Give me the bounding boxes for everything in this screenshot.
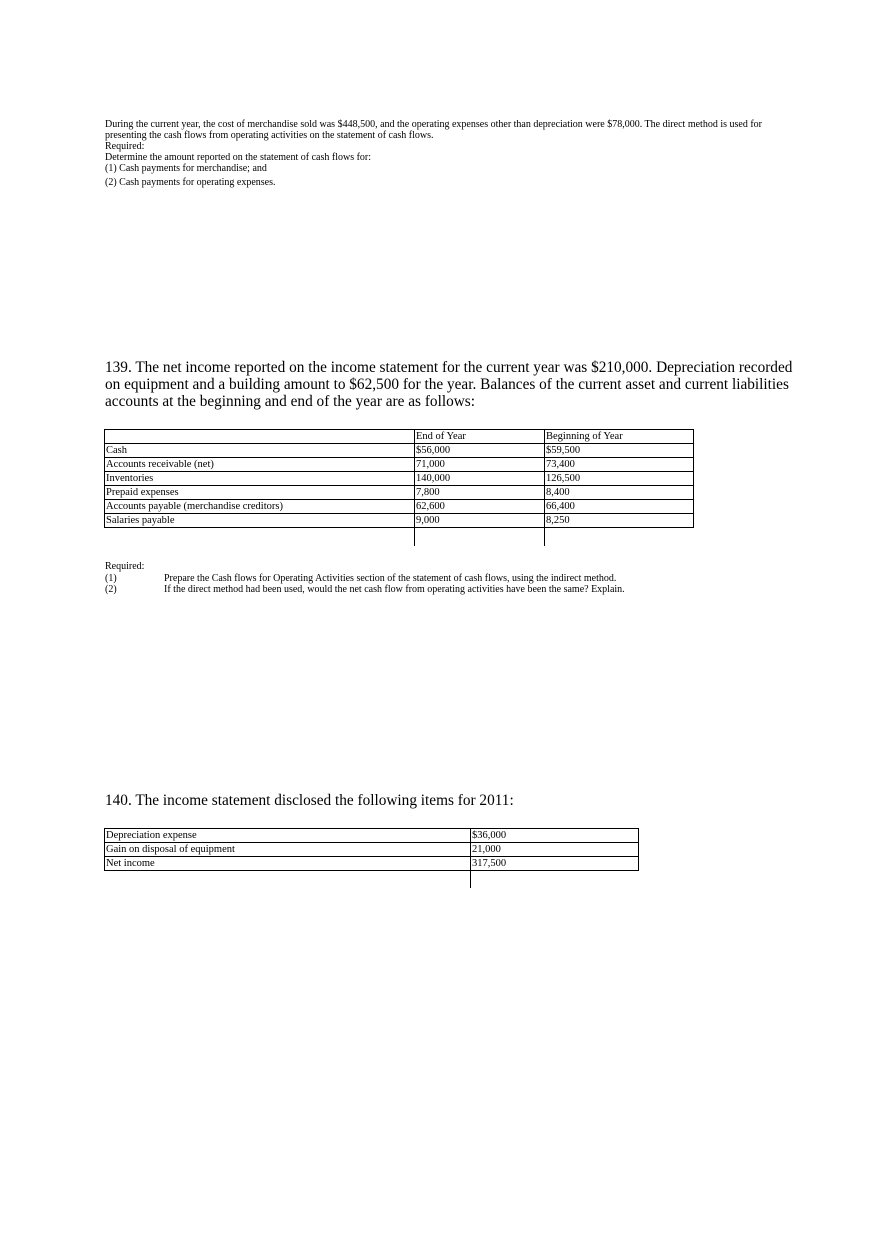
table-divider-line — [544, 528, 545, 546]
table-cell: Gain on disposal of equipment — [105, 843, 471, 857]
table-cell: Cash — [105, 444, 415, 458]
intro-block — [105, 119, 765, 188]
table-header-cell — [105, 430, 415, 444]
table-cell: Inventories — [105, 472, 415, 486]
table-row — [105, 857, 639, 871]
problem-139-requirements — [105, 561, 625, 596]
balances-table — [104, 429, 694, 528]
requirement-item — [105, 573, 625, 585]
table-cell: 9,000 — [415, 514, 545, 528]
table-row — [105, 444, 694, 458]
table-cell: Prepaid expenses — [105, 486, 415, 500]
table-cell: 7,800 — [415, 486, 545, 500]
table-row — [105, 829, 639, 843]
problem-139-text — [105, 359, 795, 410]
table-header-row — [105, 430, 694, 444]
table-cell: 140,000 — [415, 472, 545, 486]
table-row — [105, 500, 694, 514]
requirement-text: Prepare the Cash flows for Operating Activities section of the statement of cash flows, using the indirect method. — [164, 572, 617, 584]
table-cell: 126,500 — [545, 472, 694, 486]
requirement-number: (2) — [105, 584, 117, 595]
intro-item-1: (1) Cash payments for merchandise; and — [105, 163, 267, 174]
table-header-cell: Beginning of Year — [545, 430, 694, 444]
intro-paragraph: During the current year, the cost of merchandise sold was $448,500, and the operating expenses other than depreciation were $78,000. The direct method is used for presenting the cash flows from operating activities on the statement of cash flows. — [105, 119, 762, 141]
income-items-table — [104, 828, 639, 871]
table-cell: 66,400 — [545, 500, 694, 514]
required-label: Required: — [105, 561, 145, 572]
problem-139-statement: 139. The net income reported on the income statement for the current year was $210,000. Depreciation recorded on equipment and a building amount to $62,500 for the year. Balances of the current asset and current liabilities accounts at the beginning and end of the year are as follows: — [105, 359, 793, 410]
table-cell: 62,600 — [415, 500, 545, 514]
table-row — [105, 843, 639, 857]
requirement-item — [105, 584, 625, 596]
table-cell: Net income — [105, 857, 471, 871]
table-cell: 73,400 — [545, 458, 694, 472]
table-cell: 317,500 — [471, 857, 639, 871]
table-row — [105, 486, 694, 500]
requirement-text: If the direct method had been used, would the net cash flow from operating activities have been the same? Explain. — [164, 584, 625, 595]
requirement-number: (1) — [105, 572, 117, 584]
table-divider-line — [470, 870, 471, 888]
table-cell: Accounts payable (merchandise creditors) — [105, 500, 415, 514]
table-cell: Salaries payable — [105, 514, 415, 528]
table-cell: $56,000 — [415, 444, 545, 458]
table-cell: Depreciation expense — [105, 829, 471, 843]
table-cell: 8,400 — [545, 486, 694, 500]
table-cell: 8,250 — [545, 514, 694, 528]
problem-140-statement: 140. The income statement disclosed the following items for 2011: — [105, 792, 514, 809]
intro-required-label: Required: — [105, 141, 145, 152]
table-cell: Accounts receivable (net) — [105, 458, 415, 472]
table-row — [105, 514, 694, 528]
intro-instruction: Determine the amount reported on the statement of cash flows for: — [105, 152, 372, 163]
table-divider-line — [414, 528, 415, 546]
table-cell: 21,000 — [471, 843, 639, 857]
table-row — [105, 472, 694, 486]
table-cell: $59,500 — [545, 444, 694, 458]
table-cell: $36,000 — [471, 829, 639, 843]
table-cell: 71,000 — [415, 458, 545, 472]
table-header-cell: End of Year — [415, 430, 545, 444]
table-row — [105, 458, 694, 472]
intro-item-2: (2) Cash payments for operating expenses. — [105, 177, 276, 188]
